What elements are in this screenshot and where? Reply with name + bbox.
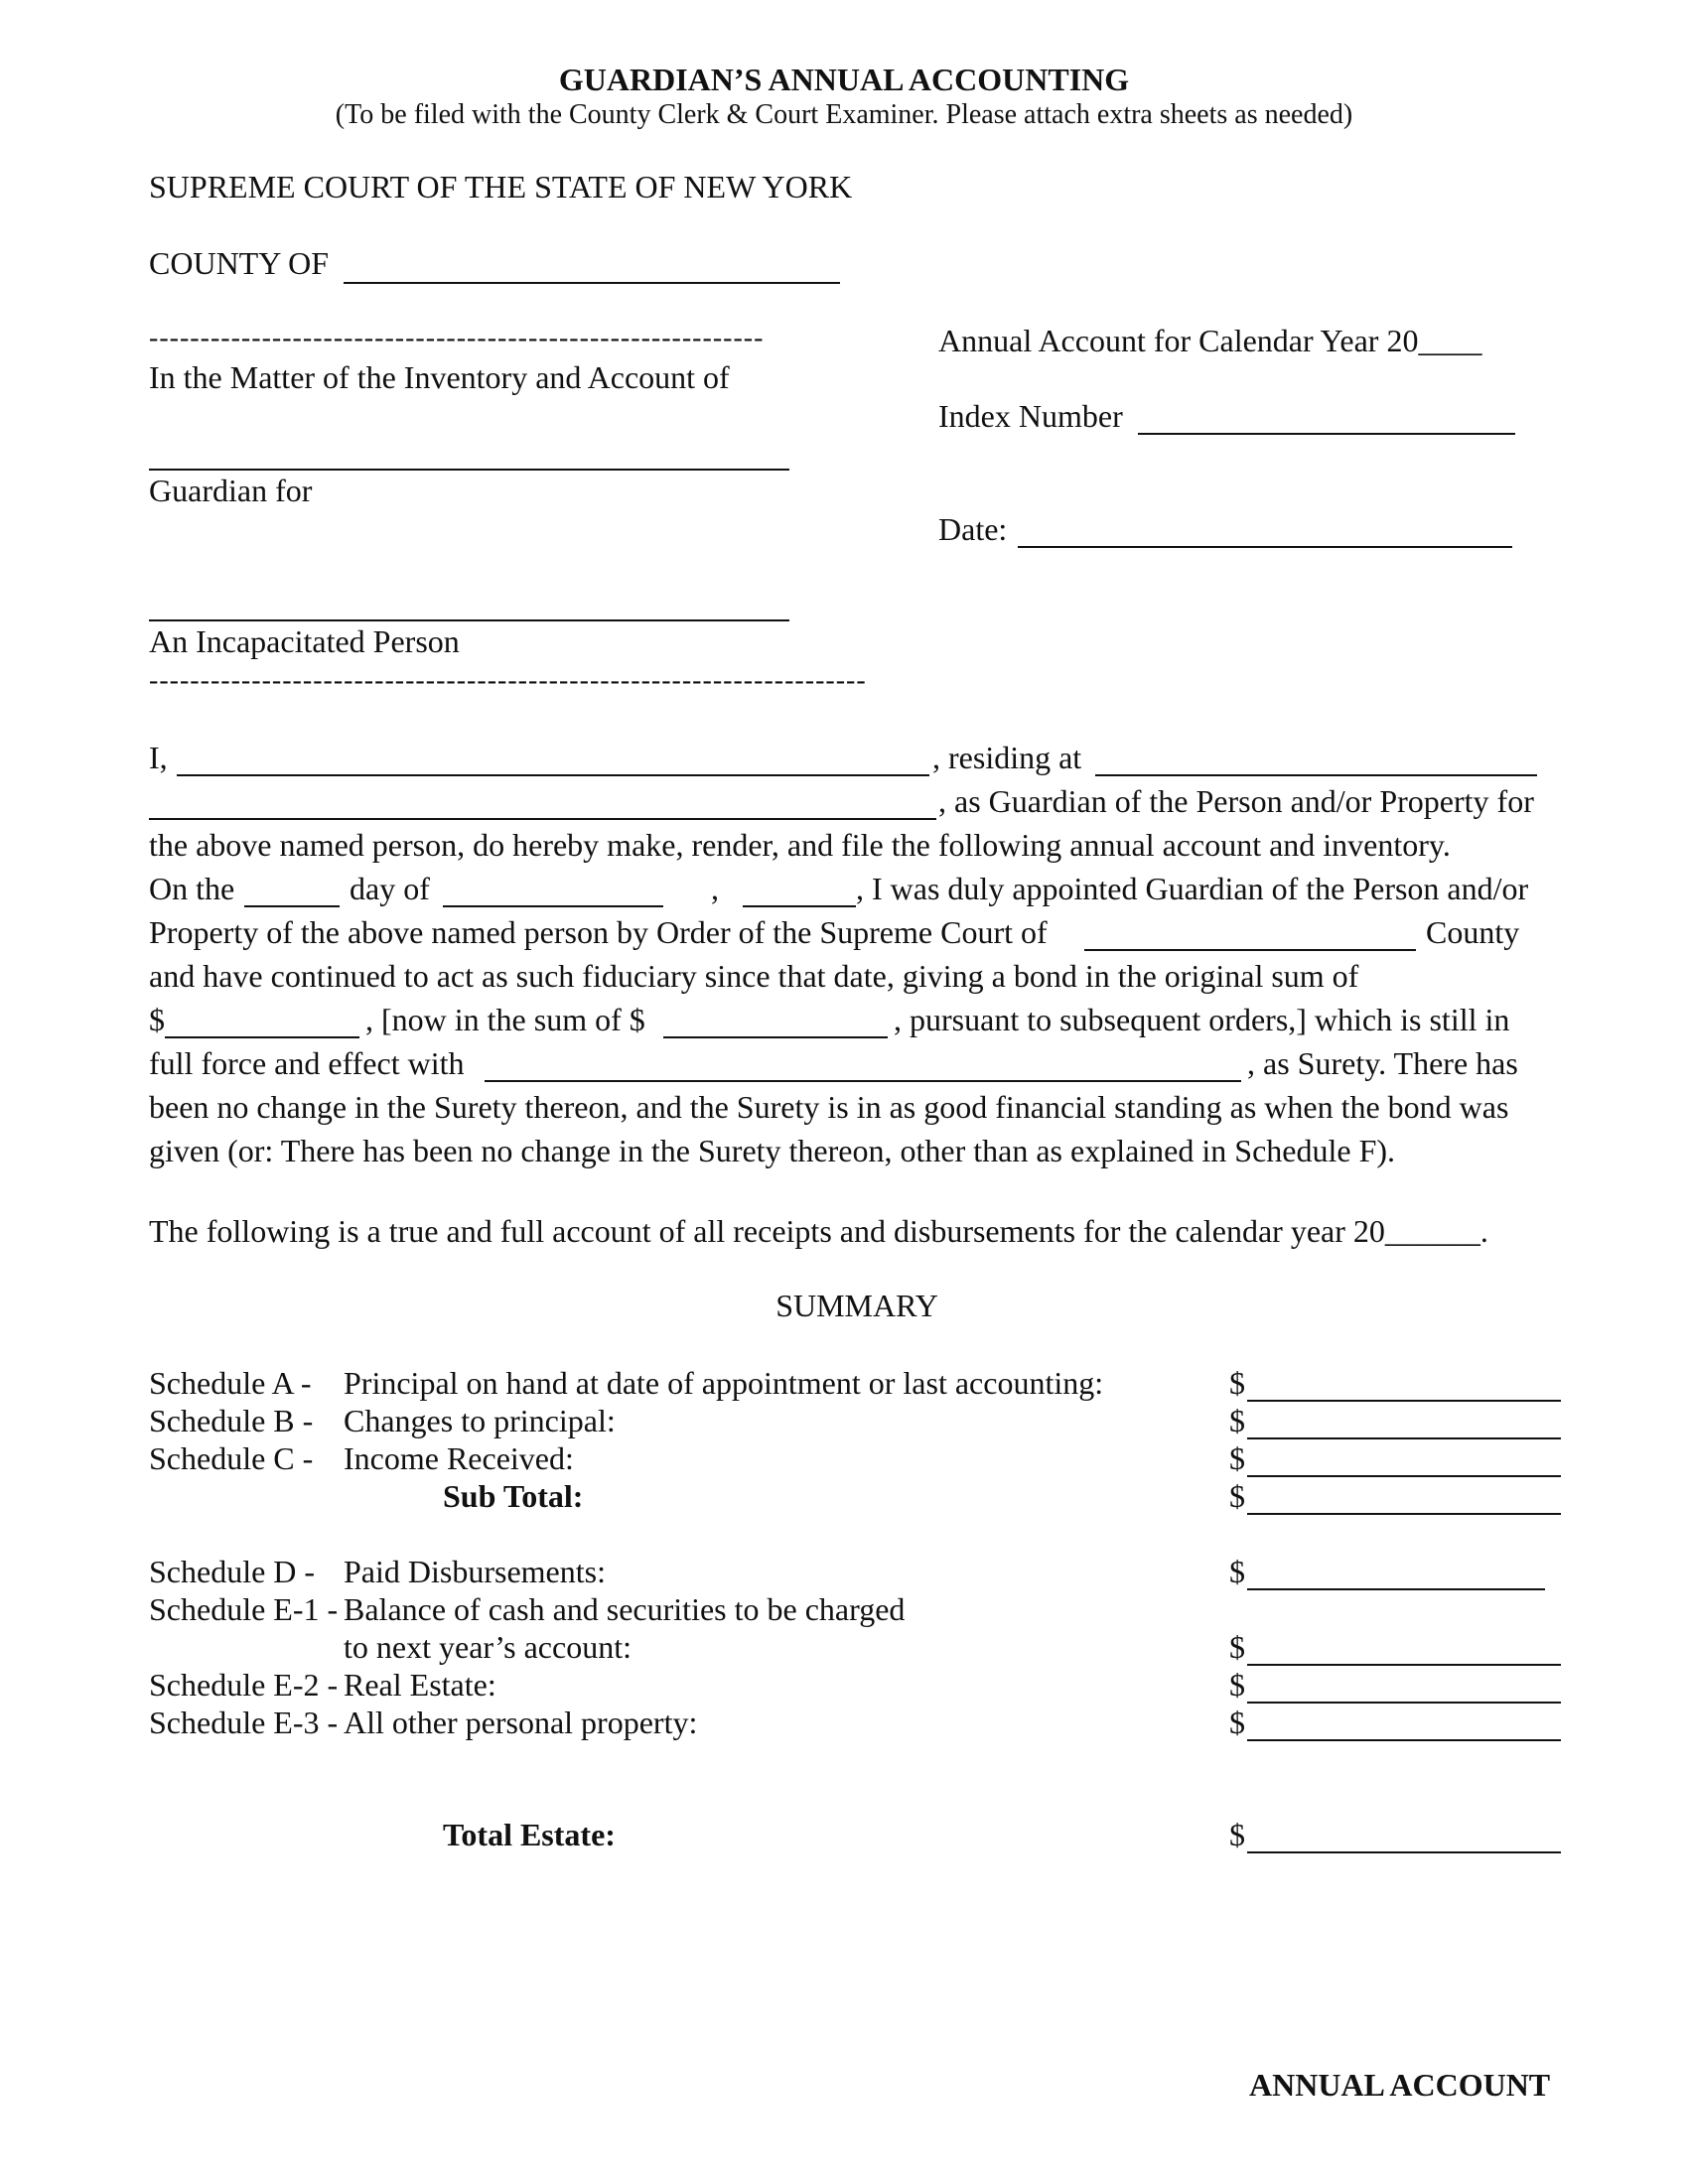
schedule-c-label: Schedule C - — [149, 1440, 314, 1476]
index-number-field[interactable] — [1138, 407, 1515, 435]
body-line-1-residing: , residing at — [932, 740, 1082, 775]
incapacitated-label: An Incapacitated Person — [149, 623, 460, 659]
body-line-3: the above named person, do hereby make, render, and file the following annual account and inventory. — [149, 827, 1451, 863]
body-line-5-county: County — [1426, 914, 1520, 950]
annual-account-year-label: Annual Account for Calendar Year 20____ — [938, 323, 1482, 358]
form-subtitle: (To be filed with the County Clerk & Court Examiner. Please attach extra sheets as needed) — [335, 99, 1353, 130]
body-line-8-surety: , as Surety. There has — [1247, 1045, 1518, 1081]
schedule-d-currency: $ — [1229, 1554, 1245, 1589]
body-line-2: , as Guardian of the Person and/or Property for — [938, 783, 1534, 819]
body-line-6: and have continued to act as such fiduciary since that date, giving a bond in the original sum of — [149, 958, 1359, 994]
schedule-b-currency: $ — [1229, 1403, 1245, 1438]
schedule-a-label: Schedule A - — [149, 1365, 312, 1401]
schedule-e3-amount-field[interactable] — [1247, 1713, 1561, 1741]
schedule-a-amount-field[interactable] — [1247, 1374, 1561, 1402]
county-label: COUNTY OF — [149, 245, 330, 281]
subtotal-amount-field[interactable] — [1247, 1487, 1561, 1515]
body-line-4-on-the: On the — [149, 871, 235, 906]
body-line-7-dollar: $ — [149, 1002, 165, 1037]
body-line-10: given (or: There has been no change in the Surety thereon, other than as explained in Schedule F). — [149, 1133, 1396, 1168]
county-field[interactable] — [344, 256, 840, 284]
body-line-7-pursuant: , pursuant to subsequent orders,] which is still in — [894, 1002, 1510, 1037]
appointment-year-field[interactable] — [743, 880, 856, 907]
schedule-e2-currency: $ — [1229, 1667, 1245, 1703]
appointment-day-field[interactable] — [244, 880, 340, 907]
schedule-b-desc: Changes to principal: — [344, 1403, 616, 1438]
index-number-label: Index Number — [938, 398, 1123, 434]
schedule-e2-desc: Real Estate: — [344, 1667, 496, 1703]
caption-dash-bottom: ---------------------------------------------------------------------- — [149, 665, 867, 696]
schedule-d-label: Schedule D - — [149, 1554, 316, 1589]
guardian-full-name-field[interactable] — [177, 749, 929, 776]
schedule-e1-desc: Balance of cash and securities to be charged — [344, 1591, 906, 1627]
schedule-c-desc: Income Received: — [344, 1440, 574, 1476]
residence-field-2[interactable] — [149, 792, 936, 820]
footer-label: ANNUAL ACCOUNT — [1249, 2067, 1551, 2103]
schedule-e3-currency: $ — [1229, 1705, 1245, 1740]
schedule-b-amount-field[interactable] — [1247, 1412, 1561, 1439]
body-line-7-now: , [now in the sum of $ — [365, 1002, 645, 1037]
subtotal-currency: $ — [1229, 1478, 1245, 1514]
original-bond-field[interactable] — [165, 1011, 359, 1038]
matter-label: In the Matter of the Inventory and Account of — [149, 359, 730, 395]
caption-dash-top: ------------------------------------------------------------ — [149, 323, 765, 353]
schedule-e1-desc-cont: to next year’s account: — [344, 1629, 632, 1665]
schedule-e2-label: Schedule E-2 - — [149, 1667, 339, 1703]
schedule-a-currency: $ — [1229, 1365, 1245, 1401]
body-line-8: full force and effect with — [149, 1045, 465, 1081]
schedule-e1-amount-field[interactable] — [1247, 1638, 1561, 1666]
court-county-field[interactable] — [1084, 923, 1416, 951]
guardian-for-label: Guardian for — [149, 473, 313, 508]
body-line-4-appointed: , I was duly appointed Guardian of the Person and/or — [856, 871, 1529, 906]
schedule-e3-label: Schedule E-3 - — [149, 1705, 339, 1740]
summary-heading: SUMMARY — [775, 1288, 938, 1323]
body-line-4-day-of: day of — [350, 871, 430, 906]
schedule-c-amount-field[interactable] — [1247, 1449, 1561, 1477]
schedule-e1-currency: $ — [1229, 1629, 1245, 1665]
subtotal-label: Sub Total: — [443, 1478, 584, 1514]
surety-field[interactable] — [485, 1054, 1241, 1082]
form-title: GUARDIAN’S ANNUAL ACCOUNTING — [558, 62, 1130, 97]
date-field[interactable] — [1018, 520, 1512, 548]
current-bond-field[interactable] — [663, 1011, 888, 1038]
total-estate-currency: $ — [1229, 1817, 1245, 1852]
guardian-name-field[interactable] — [149, 443, 789, 471]
body-line-11: The following is a true and full account of all receipts and disbursements for the calendar year 20______. — [149, 1213, 1488, 1249]
schedule-e2-amount-field[interactable] — [1247, 1676, 1561, 1704]
body-line-5: Property of the above named person by Order of the Supreme Court of — [149, 914, 1048, 950]
court-name: SUPREME COURT OF THE STATE OF NEW YORK — [149, 169, 853, 205]
schedule-c-currency: $ — [1229, 1440, 1245, 1476]
date-label: Date: — [938, 511, 1008, 547]
incapacitated-name-field[interactable] — [149, 594, 789, 621]
total-estate-amount-field[interactable] — [1247, 1826, 1561, 1853]
schedule-d-amount-field[interactable] — [1247, 1563, 1545, 1590]
schedule-a-desc: Principal on hand at date of appointment or last accounting: — [344, 1365, 1104, 1401]
schedule-d-desc: Paid Disbursements: — [344, 1554, 606, 1589]
schedule-e3-desc: All other personal property: — [344, 1705, 698, 1740]
schedule-b-label: Schedule B - — [149, 1403, 314, 1438]
body-line-1-start: I, — [149, 740, 168, 775]
residence-field-1[interactable] — [1095, 749, 1537, 776]
body-line-4-comma: , — [711, 871, 719, 906]
schedule-e1-label: Schedule E-1 - — [149, 1591, 339, 1627]
body-line-9: been no change in the Surety thereon, and the Surety is in as good financial standing as when the bond was — [149, 1089, 1509, 1125]
appointment-month-field[interactable] — [443, 880, 663, 907]
total-estate-label: Total Estate: — [443, 1817, 616, 1852]
